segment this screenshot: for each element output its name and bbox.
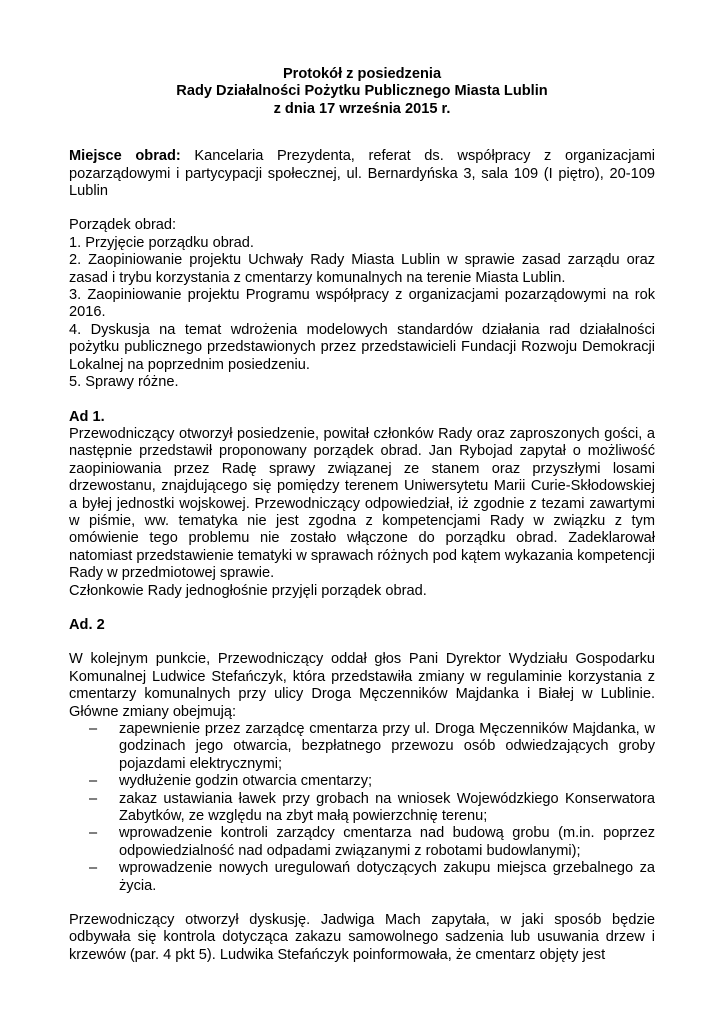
list-item: – wprowadzenie kontroli zarządcy cmentarza nad budową grobu (m.in. poprzez odpowiedzialność nad odpadami związanymi z robotami budowlanymi);	[69, 825, 655, 860]
ad1-heading: Ad 1.	[69, 408, 105, 425]
ad2-discussion: Przewodniczący otworzył dyskusję. Jadwiga Mach zapytała, w jaki sposób będzie odbywała się kontrola dotycząca zakazu samowolnego sadzenia lub usuwania drzew i krzewów (par. 4 pkt 5). Ludwika Stefańczyk poinformowała, że cmentarz objęty jest	[69, 912, 655, 963]
document-title-line-2: Rady Działalności Pożytku Publicznego Miasta Lublin	[176, 83, 548, 100]
agenda-item-3: 3. Zaopiniowanie projektu Programu współpracy z organizacjami pozarządowymi na rok 2016.	[69, 287, 655, 321]
ad1-paragraph-2: Członkowie Rady jednogłośnie przyjęli porządek obrad.	[69, 582, 427, 599]
spacer	[69, 600, 655, 617]
agenda-heading: Porządek obrad:	[69, 217, 177, 234]
agenda-item-2: 2. Zaopiniowanie projektu Uchwały Rady Miasta Lublin w sprawie zasad zarządu oraz zasad i trybu korzystania z cmentarzy komunalnych na terenie Miasta Lublin.	[69, 252, 655, 286]
spacer	[69, 118, 655, 148]
spacer	[69, 200, 655, 217]
agenda-item-1: 1. Przyjęcie porządku obrad.	[69, 234, 254, 251]
spacer	[69, 392, 655, 409]
list-item: – zapewnienie przez zarządcę cmentarza przy ul. Droga Męczenników Majdanka, w godzinach jego otwarcia, bezpłatnego przewozu osób odwiedzających groby pojazdami elektrycznymi;	[69, 721, 655, 773]
meeting-location-label: Miejsce obrad:	[69, 148, 181, 165]
ad2-heading: Ad. 2	[69, 616, 105, 633]
ad2-changes-list	[69, 721, 655, 895]
document-title-line-1: Protokół z posiedzenia	[282, 66, 442, 82]
list-item: – wydłużenie godzin otwarcia cmentarzy;	[69, 773, 655, 790]
spacer	[69, 634, 655, 651]
agenda-item-4: 4. Dyskusja na temat wdrożenia modelowych standardów działania rad działalności pożytku publicznego przedstawionych przez przedstawicieli Fundacji Rozwoju Demokracji Lokalnej na poprzednim posiedzeniu.	[69, 321, 655, 373]
ad1-paragraph-1: Przewodniczący otworzył posiedzenie, powitał członków Rady oraz zaproszonych gości, a następnie przedstawił proponowany porządek obrad. Jan Rybojad zapytał o możliwość zaopiniowania przez Radę sprawy związanej ze stanem oraz przyszłymi losami drzewostanu, znajdującego się pomiędzy terenem Uniwersytetu Marii Curie-Skłodowskiej a byłej jednostki wojskowej. Przewodniczący odpowiedział, iż zgodnie z tezami zawartymi w piśmie, ww. tematyka nie jest zgodna z kompetencjami Rady w związku z tym omówienie tego problemu nie zostało włączone do porządku obrad. Zadeklarował natomiast przedstawienie tematyki w sprawach różnych pod kątem wykazania kompetencji Rady w przedmiotowej sprawie.	[69, 425, 655, 582]
spacer	[69, 895, 655, 912]
meeting-location-text: Kancelaria Prezydenta, referat ds. współpracy z organizacjami pozarządowymi i partycypacji społecznej, ul. Bernardyńska 3, sala 109 (I piętro), 20-109 Lublin	[69, 148, 655, 200]
list-item: – zakaz ustawiania ławek przy grobach na wniosek Wojewódzkiego Konserwatora Zabytków, ze względu na zbyt małą powierzchnię terenu;	[69, 791, 655, 826]
meeting-location	[69, 148, 655, 200]
list-item: – wprowadzenie nowych uregulowań dotyczących zakupu miejsca grzebalnego za życia.	[69, 860, 655, 895]
ad2-intro: W kolejnym punkcie, Przewodniczący oddał głos Pani Dyrektor Wydziału Gospodarku Komunalnej Ludwice Stefańczyk, która przedstawiła zmiany w regulaminie korzystania z cmentarzy komunalnych przy ulicy Droga Męczenników Majdanka i Białej w Lublinie. Główne zmiany obejmują:	[69, 651, 655, 720]
agenda-item-5: 5. Sprawy różne.	[69, 374, 179, 391]
document-title-line-3: z dnia 17 września 2015 r.	[273, 100, 451, 117]
